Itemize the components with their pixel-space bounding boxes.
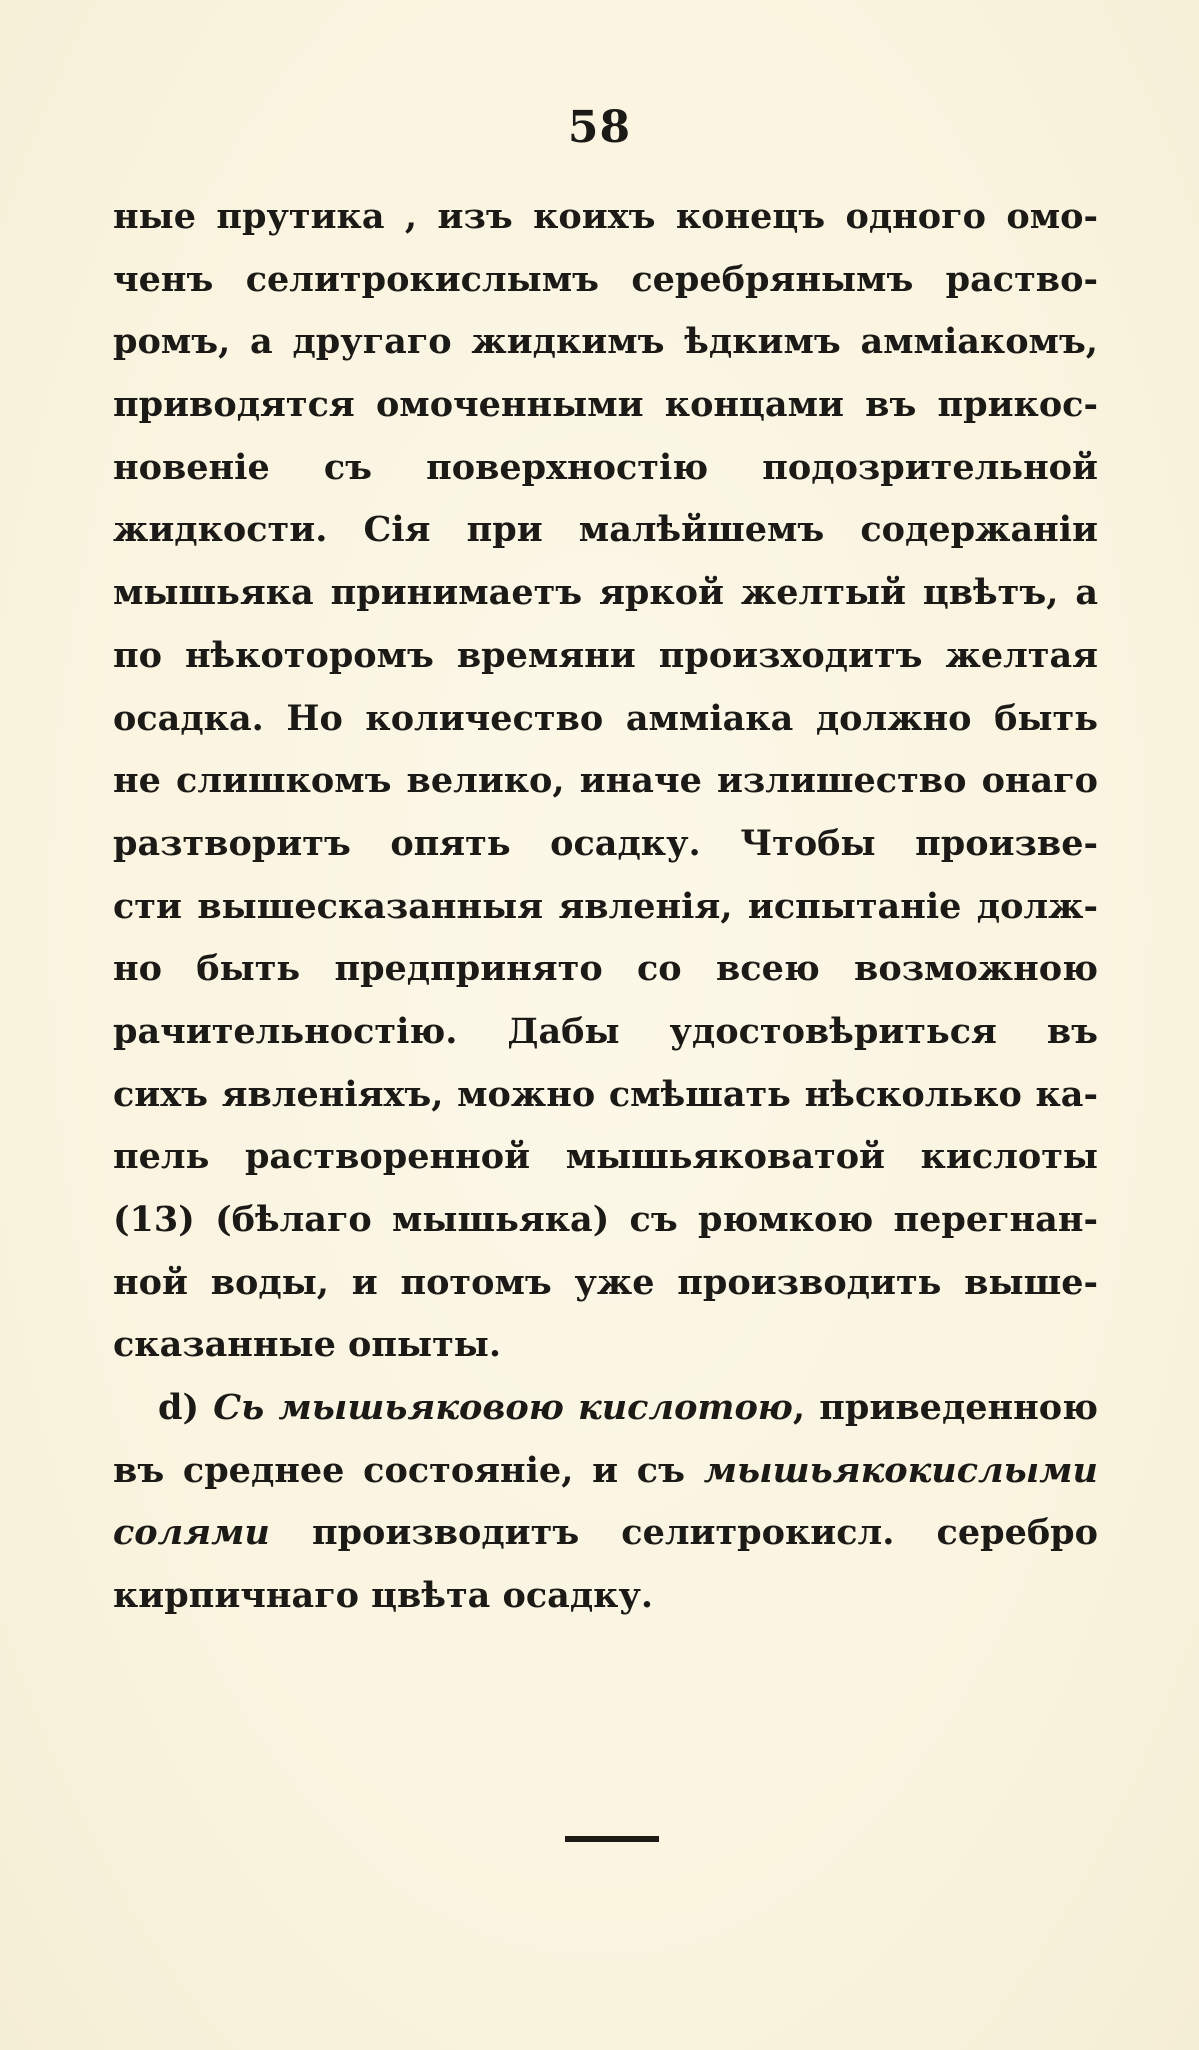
text-line: рачительностію. Дабы удостовѣриться въ xyxy=(113,1010,1098,1052)
text-line: но быть предпринято со всею возможною xyxy=(113,948,1098,990)
paragraph-1 xyxy=(113,186,1098,1377)
italic-term: Сь мышьяковою кислотою xyxy=(213,1387,793,1428)
text-line: ные прутика , изъ коихъ конецъ одного омо- xyxy=(113,196,1098,237)
text-line: ченъ селитрокислымъ серебрянымъ раство- xyxy=(113,258,1098,300)
text-line: осадка. Но количество амміака должно быть xyxy=(113,697,1098,739)
item-marker: d) xyxy=(158,1387,214,1428)
text-line: приводятся омоченными концами въ прикос- xyxy=(113,384,1098,426)
text-line: ромъ, а другаго жидкимъ ѣдкимъ амміакомъ, xyxy=(113,321,1098,363)
text-line: кирпичнаго цвѣта осадку. xyxy=(113,1575,654,1617)
text-line: сти вышесказанныя явленія, испытаніе долж- xyxy=(113,885,1098,927)
text-line: пель растворенной мышьяковатой кислоты xyxy=(113,1136,1098,1178)
text-span: производитъ селитрокисл. серебро xyxy=(269,1512,1098,1554)
text-line: ной воды, и потомъ уже производить выше- xyxy=(113,1261,1098,1303)
text-line: по нѣкоторомъ времяни произходитъ желтая xyxy=(113,634,1098,676)
text-line: разтворитъ опять осадку. Чтобы произве- xyxy=(113,822,1098,864)
text-line: сказанные опыты. xyxy=(113,1324,502,1366)
text-line xyxy=(113,1377,1098,1440)
text-line: (13) (бѣлаго мышьяка) съ рюмкою перегнан- xyxy=(113,1199,1098,1240)
italic-term: мышьякокислыми xyxy=(703,1449,1098,1491)
paragraph-2 xyxy=(113,1377,1098,1628)
page-number: 58 xyxy=(567,102,632,153)
text-line: мышьяка принимаетъ яркой желтый цвѣтъ, а xyxy=(113,572,1098,614)
text-line xyxy=(113,1502,1098,1565)
italic-term: солями xyxy=(113,1512,270,1554)
text-line: сихъ явленіяхъ, можно смѣшать нѣсколько ка- xyxy=(113,1073,1098,1115)
text-span: , приведенною xyxy=(792,1387,1098,1428)
text-line: жидкости. Сія при малѣйшемъ содержаніи xyxy=(113,509,1098,551)
text-line: новеніе съ поверхностію подозрительной xyxy=(113,446,1098,488)
section-end-rule xyxy=(565,1836,659,1842)
text-line xyxy=(113,1440,1098,1503)
text-line: не слишкомъ велико, иначе излишество онаго xyxy=(113,760,1098,802)
text-span: въ среднее состояніе, и съ xyxy=(113,1449,704,1491)
